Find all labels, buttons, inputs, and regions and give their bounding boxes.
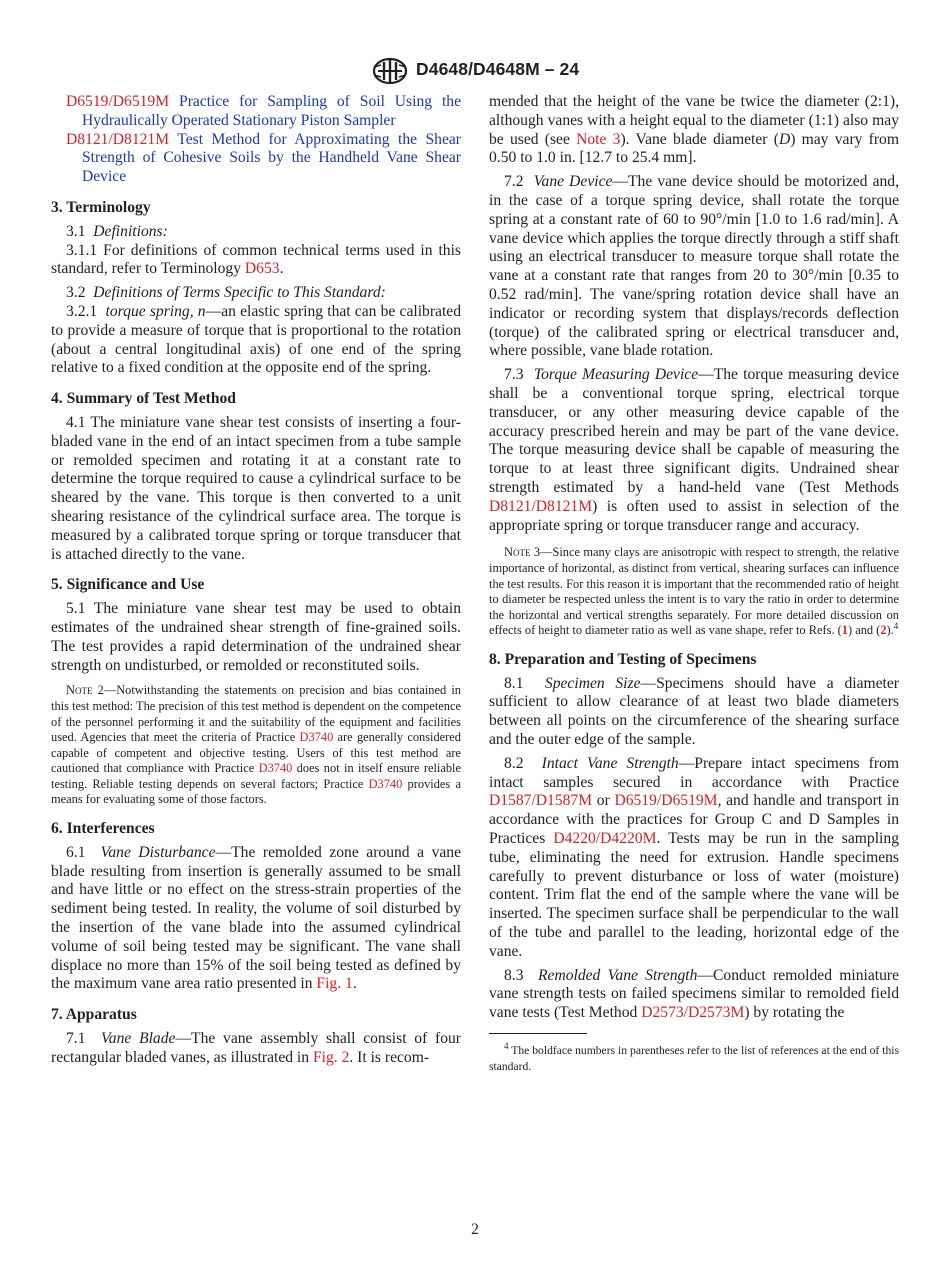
d3740-link[interactable]: D3740 <box>258 761 293 776</box>
ref-1-link[interactable]: 1 <box>841 623 848 638</box>
ref-2-link[interactable]: 2 <box>880 623 887 638</box>
paragraph: 7.1 Vane Blade—The vane assembly shall consist of four rectangular bladed vanes, as illustrated in Fig. 2. It is recom- <box>51 1030 462 1066</box>
d1587-link[interactable]: D1587/D1587M <box>489 792 593 810</box>
ref-code-link[interactable]: D8121/D8121M <box>66 130 170 148</box>
section-heading: 7. Apparatus <box>51 1006 137 1024</box>
fig-1-link[interactable]: Fig. 1 <box>316 975 353 993</box>
paragraph: 3.1 Definitions: <box>66 222 168 240</box>
paragraph: 7.3 Torque Measuring Device—The torque measuring device shall be a conventional torque spring, electrical torque transducer, or any other measuring device capable of the accuracy prescribed herein and may be part of the vane device. The torque measuring device shall be capable of measuring the torque to at least three significant digits. Undrained shear strength estimated by a hand-held vane (Test Methods D8121/D8121M) is often used to assist in selection of the appropriate spring or torque transducer range and accuracy. <box>489 366 900 534</box>
reference-d8121 <box>51 131 461 187</box>
note-3-link[interactable]: Note 3 <box>576 130 621 148</box>
ref-title[interactable]: Test Method for Approximating the Shear Strength of Cohesive Soils by the Handheld Vane Shear Device <box>82 130 462 186</box>
paragraph: 7.2 Vane Device—The vane device should be motorized and, in the case of a torque spring device, shall rotate the torque spring at a constant rate of 60 to 90°/min [1.0 to 1.6 rad/min]. A vane device which applies the torque directly through a stiff shaft using an electrical transducer to measure torque shall rotate the vane at a constant rate that ranges from 20 to 30°/min [0.35 to 0.52 rad/min]. The vane/spring rotation device shall have an indicator or recording system that displays/records deflection (torque) of the calibrated spring or electrical transducer and, where possible, vane blade rotation. <box>489 173 900 360</box>
paragraph: 3.1.1 For definitions of common technical terms used in this standard, refer to Terminology D653. <box>51 241 461 278</box>
paragraph: 8.1 Specimen Size—Specimens should have a diameter sufficient to allow clearance of at least two blade diameters between all points on the circumference of the shearing surface and the outer edge of the sample. <box>489 674 899 749</box>
paragraph: 3.2.1 torque spring, n—an elastic spring that can be calibrated to provide a measure of torque that is proportional to the rotation (about a central longitudinal axis) of one end of the spring relative to a fixed condition at the opposite end of the spring. <box>51 302 461 377</box>
note-3: Note 3—Since many clays are anisotropic with respect to strength, the relative importance of horizontal, as distinct from vertical, shearing surfaces can influence the test results. For this reason it is important that the recommended ratio of height to diameter be respected unless the intent is to vary the ratio in order to determine the horizontal and vertical strengths separately. For more detailed discussion on effects of height to diameter ratio as well as vane shape, refer to Refs. (1) and (2).$^4$ <box>489 545 899 638</box>
page-number: 2 <box>471 1221 479 1238</box>
fig-2-link[interactable]: Fig. 2 <box>312 1048 350 1066</box>
d8121-link[interactable]: D8121/D8121M <box>489 497 593 515</box>
d4220-link[interactable]: D4220/D4220M <box>553 830 657 848</box>
note-2: Note 2—Notwithstanding the statements on precision and bias contained in this test method: The precision of this test method is dependent on the competence of the personnel performing it and the suitability of the equipment and facilities used. Agencies that meet the criteria of Practice D3740 are generally considered capable of competent and objective testing. Users of this test method are cautioned that compliance with Practice D3740 does not in itself ensure reliable testing. Reliable testing depends on several factors; Practice D3740 provides a means for evaluating some of those factors. <box>51 683 462 807</box>
d653-link[interactable]: D653 <box>244 260 280 278</box>
paragraph: 8.2 Intact Vane Strength—Prepare intact specimens from intact samples secured in accordance with Practice D1587/D1587M or D6519/D6519M, and handle and transport in accordance with the practices for Group C and D Samples in Practices D4220/D4220M. Tests may be run in the sampling tube, eliminating the need for extrusion. Handle specimens carefully to prevent disturbance or loss of water (moisture) content. Trim flat the end of the sample where the vane will be inserted. The specimen surface shall be perpendicular to the wall of the tube and parallel to the leading, horizontal edge of the vane. <box>489 754 899 960</box>
ref-title[interactable]: Practice for Sampling of Soil Using the Hydraulically Operated Stationary Piston Sampler <box>82 93 461 129</box>
paragraph: 5.1 The miniature vane shear test may be used to obtain estimates of the undrained shear strength of fine-grained soils. The test provides a rapid determination of the undrained shear strength on undisturbed, or remolded or reconstituted soils. <box>51 600 461 674</box>
d3740-link[interactable]: D3740 <box>368 776 403 791</box>
right-column <box>489 93 899 1074</box>
ref-code-link[interactable]: D6519/D6519M <box>66 93 170 110</box>
paragraph: 8.3 Remolded Vane Strength—Conduct remolded miniature vane strength tests on failed specimens similar to remolded field vane tests (Test Method D2573/D2573M) by rotating the <box>489 966 899 1022</box>
left-column <box>51 93 461 1068</box>
footnote-marker: 4 <box>893 621 899 632</box>
section-heading: 4. Summary of Test Method <box>51 390 236 408</box>
section-heading: 3. Terminology <box>51 198 151 216</box>
d2573-link[interactable]: D2573/D2573M <box>641 1004 745 1022</box>
section-heading: 5. Significance and Use <box>51 576 205 594</box>
page-header <box>0 55 950 87</box>
reference-d6519 <box>51 93 461 131</box>
footnote-divider <box>489 1033 587 1034</box>
astm-logo-icon <box>372 57 408 85</box>
paragraph: 3.2 Definitions of Terms Specific to This Standard: <box>66 284 386 302</box>
section-heading: 8. Preparation and Testing of Specimens <box>489 650 757 668</box>
standard-designation: D4648/D4648M – 24 <box>416 59 580 79</box>
d6519-link[interactable]: D6519/D6519M <box>614 792 718 810</box>
footnote: $^4$ The boldface numbers in parentheses refer to the list of references at the end of this standard. <box>489 1041 899 1073</box>
d3740-link[interactable]: D3740 <box>299 730 334 745</box>
paragraph: 4.1 The miniature vane shear test consists of inserting a four-bladed vane in the end of an intact specimen from a tube sample or remolded specimen and rotating it at a constant rate to determine the torque required to cause a cylindrical surface to be sheared by the vane. This torque is then converted to a unit shearing resistance of the cylindrical surface area. The torque is measured by a calibrated torque spring or torque transducer that is attached directly to the vane. <box>51 413 461 563</box>
paragraph: 6.1 Vane Disturbance—The remolded zone around a vane blade resulting from insertion is generally assumed to be small and have little or no effect on the stress-strain properties of the sediment being tested. In reality, the volume of soil disturbed by the insertion of the vane blade into the assumed cylindrical volume of soil being tested may be significant. The vane shall displace no more than 15% of the soil being tested as defined by the maximum vane area ratio presented in Fig. 1. <box>51 843 462 993</box>
paragraph: mended that the height of the vane be twice the diameter (2:1), although vanes with a height equal to the diameter (1:1) also may be used (see Note 3). Vane blade diameter (D) may vary from 0.50 to 1.0 in. [12.7 to 25.4 mm]. <box>489 93 899 167</box>
section-heading: 6. Interferences <box>51 820 155 838</box>
